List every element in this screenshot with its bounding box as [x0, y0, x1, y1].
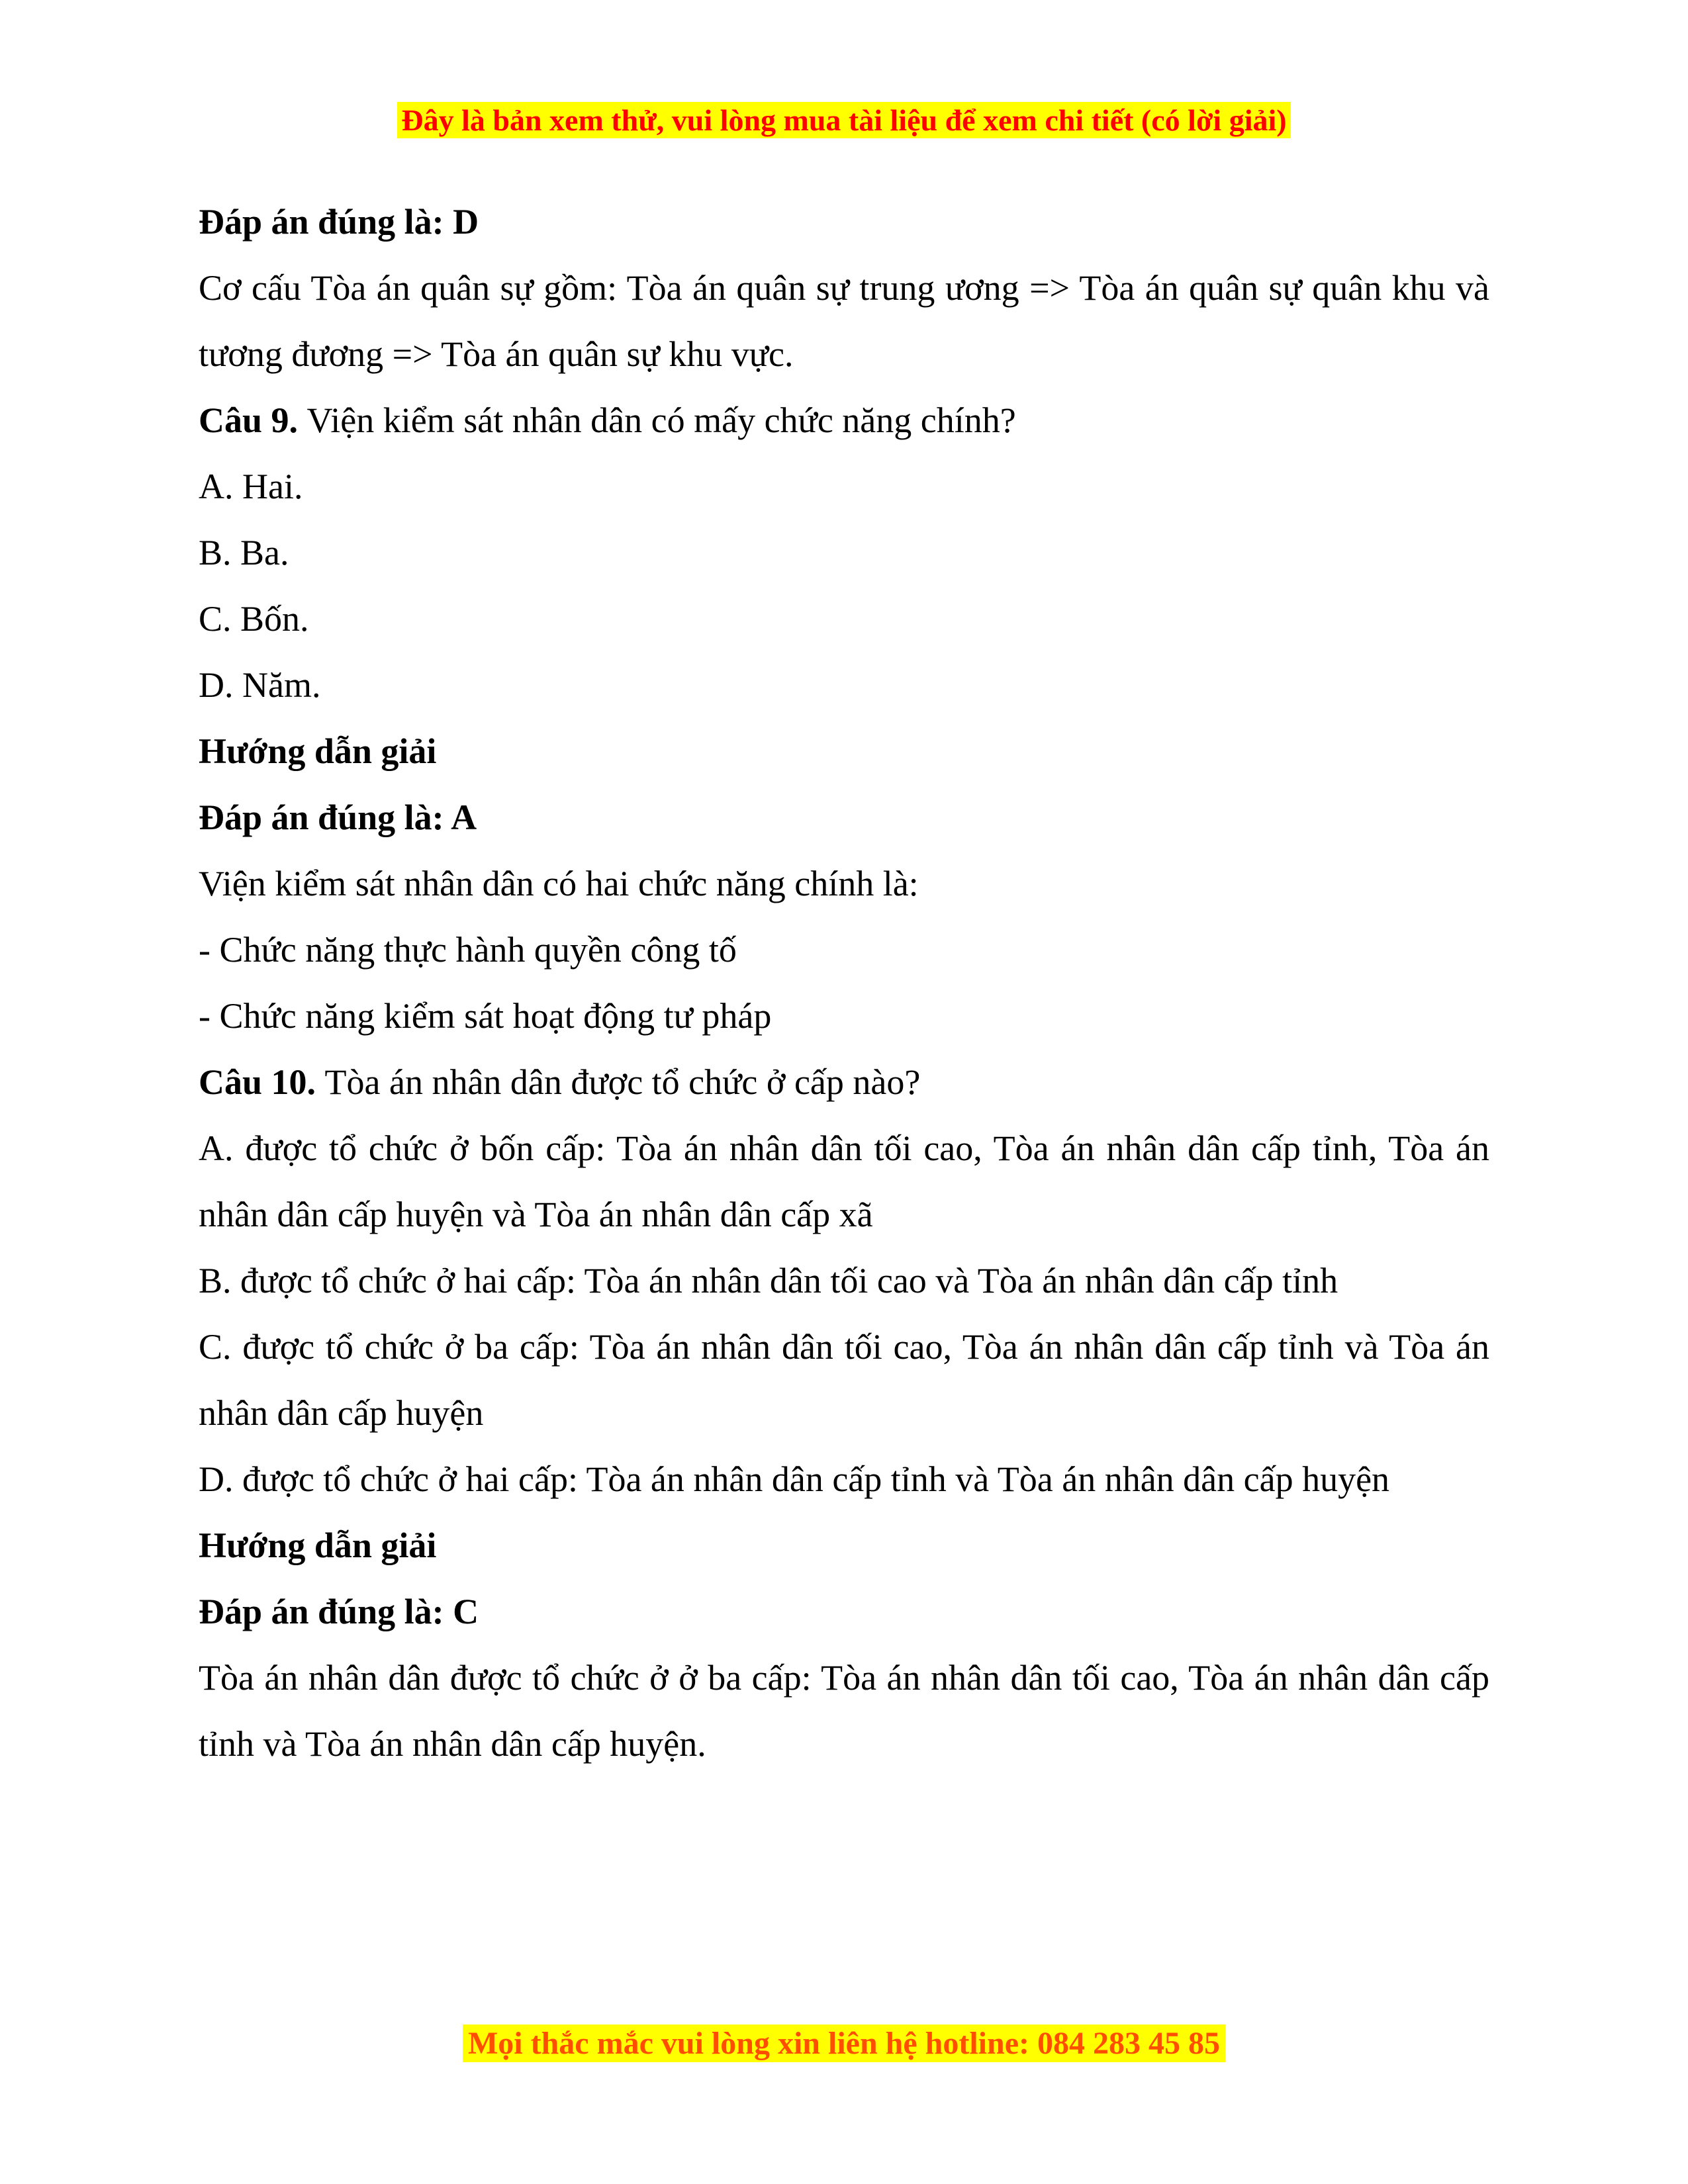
hotline-notice-text: Mọi thắc mắc vui lòng xin liên hệ hotline: 084 283 45 85: [463, 2025, 1225, 2062]
paragraph: [199, 1446, 1489, 1512]
text-segment: B. Ba.: [199, 533, 289, 572]
document-body: [199, 189, 1489, 1777]
hotline-notice-banner: [0, 2022, 1688, 2066]
text-segment: - Chức năng thực hành quyền công tố: [199, 930, 737, 970]
text-segment: A. Hai.: [199, 467, 303, 506]
paragraph: [199, 1248, 1489, 1314]
bold-text-segment: Câu 9.: [199, 400, 307, 440]
text-segment: Tòa án nhân dân được tổ chức ở ở ba cấp: Tòa án nhân dân tối cao, Tòa án nhân dân cấp tỉnh và Tòa án nhân dân cấp huyện.: [199, 1658, 1489, 1764]
text-segment: - Chức năng kiểm sát hoạt động tư pháp: [199, 996, 772, 1036]
paragraph: [199, 586, 1489, 652]
text-segment: Tòa án nhân dân được tổ chức ở cấp nào?: [324, 1062, 921, 1102]
bold-text-segment: Đáp án đúng là: A: [199, 797, 477, 837]
paragraph: [199, 387, 1489, 453]
paragraph: [199, 983, 1489, 1049]
bold-text-segment: Hướng dẫn giải: [199, 1525, 437, 1565]
preview-notice-text: Đây là bản xem thử, vui lòng mua tài liệu để xem chi tiết (có lời giải): [397, 102, 1290, 138]
bold-text-segment: Hướng dẫn giải: [199, 731, 437, 771]
text-segment: Viện kiểm sát nhân dân có mấy chức năng chính?: [306, 400, 1016, 440]
paragraph: [199, 1314, 1489, 1446]
text-segment: C. Bốn.: [199, 599, 309, 639]
bold-text-segment: Câu 10.: [199, 1062, 325, 1102]
paragraph: [199, 189, 1489, 255]
text-segment: A. được tổ chức ở bốn cấp: Tòa án nhân dân tối cao, Tòa án nhân dân cấp tỉnh, Tòa án nhân dân cấp huyện và Tòa án nhân dân cấp xã: [199, 1128, 1489, 1234]
text-segment: Cơ cấu Tòa án quân sự gồm: Tòa án quân sự trung ương => Tòa án quân sự quân khu và tương đương => Tòa án quân sự khu vực.: [199, 268, 1489, 374]
bold-text-segment: Đáp án đúng là: C: [199, 1592, 479, 1631]
text-segment: D. được tổ chức ở hai cấp: Tòa án nhân dân cấp tỉnh và Tòa án nhân dân cấp huyện: [199, 1459, 1390, 1499]
paragraph: [199, 718, 1489, 784]
paragraph: [199, 850, 1489, 917]
paragraph: [199, 520, 1489, 586]
text-segment: Viện kiểm sát nhân dân có hai chức năng chính là:: [199, 864, 919, 903]
preview-notice-banner: [0, 99, 1688, 142]
text-segment: C. được tổ chức ở ba cấp: Tòa án nhân dân tối cao, Tòa án nhân dân cấp tỉnh và Tòa án nhân dân cấp huyện: [199, 1327, 1489, 1433]
paragraph: [199, 1578, 1489, 1645]
paragraph: [199, 1512, 1489, 1578]
paragraph: [199, 1115, 1489, 1248]
text-segment: B. được tổ chức ở hai cấp: Tòa án nhân dân tối cao và Tòa án nhân dân cấp tỉnh: [199, 1261, 1338, 1300]
paragraph: [199, 784, 1489, 850]
paragraph: [199, 453, 1489, 520]
paragraph: [199, 1645, 1489, 1777]
paragraph: [199, 917, 1489, 983]
bold-text-segment: Đáp án đúng là: D: [199, 202, 479, 242]
paragraph: [199, 652, 1489, 718]
text-segment: D. Năm.: [199, 665, 321, 705]
paragraph: [199, 1049, 1489, 1115]
paragraph: [199, 255, 1489, 387]
